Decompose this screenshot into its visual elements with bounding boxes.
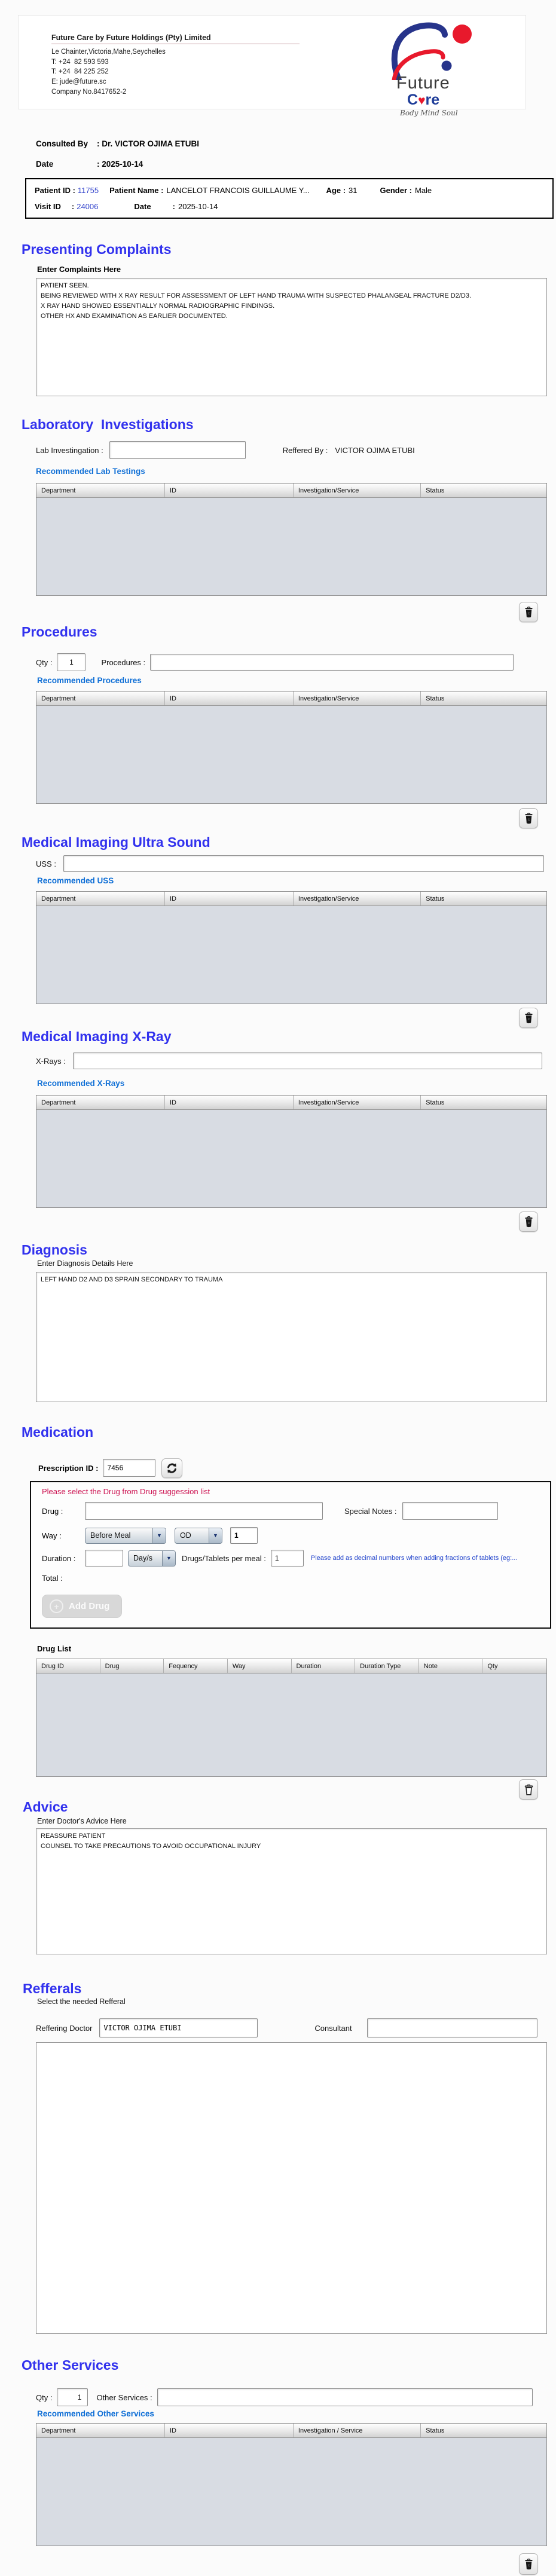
logo-swoosh-icon xyxy=(371,18,485,80)
col-id: ID xyxy=(165,892,294,905)
consulted-by-row xyxy=(36,139,199,148)
date-row xyxy=(36,159,143,169)
other-services-table-body xyxy=(36,2438,546,2546)
chevron-down-icon: ▼ xyxy=(162,1551,175,1566)
col-status: Status xyxy=(426,487,445,494)
gender-value: Male xyxy=(414,186,432,195)
uss-trash-row xyxy=(0,1008,547,1028)
company-phone-2: T: +24 84 225 252 xyxy=(51,68,109,76)
other-services-table-header xyxy=(36,2424,546,2438)
col-note: Note xyxy=(419,1659,483,1673)
drug-list-trash-row xyxy=(0,1779,547,1800)
xray-label: X-Rays : xyxy=(36,1056,66,1066)
xray-table xyxy=(36,1095,547,1208)
col-investigation-service: Investigation/Service xyxy=(294,1096,421,1109)
section-title-advice: Advice xyxy=(23,1799,68,1815)
trash-icon xyxy=(523,605,535,619)
total-row xyxy=(42,1574,550,1583)
xray-input-row xyxy=(36,1053,542,1069)
consulted-by-value: : Dr. VICTOR OJIMA ETUBI xyxy=(97,139,200,148)
referrals-subtitle: Select the needed Refferal xyxy=(37,1997,126,2006)
recommended-uss-link[interactable]: Recommended USS xyxy=(37,876,114,885)
drug-row xyxy=(42,1502,550,1520)
add-drug-button[interactable] xyxy=(42,1595,122,1618)
lab-table xyxy=(36,483,547,596)
visit-date-value: 2025-10-14 xyxy=(178,202,218,211)
referring-doctor-input[interactable] xyxy=(99,2018,258,2037)
col-qty: Qty xyxy=(487,1662,498,1670)
procedures-table-body xyxy=(36,706,546,803)
col-frequency: Fequency xyxy=(164,1659,228,1673)
col-id: ID xyxy=(165,692,294,705)
chevron-down-icon: ▼ xyxy=(152,1528,166,1543)
col-id: ID xyxy=(165,2424,294,2437)
date-value: : 2025-10-14 xyxy=(97,159,143,169)
company-info xyxy=(51,33,300,97)
patient-row-2 xyxy=(35,202,544,211)
per-meal-label: Drugs/Tablets per meal : xyxy=(182,1553,266,1563)
special-notes-label: Special Notes : xyxy=(344,1506,397,1516)
col-id: ID xyxy=(165,484,294,497)
other-services-input-row xyxy=(36,2388,533,2407)
gender-label: Gender : xyxy=(380,186,412,195)
company-email: E: jude@future.sc xyxy=(51,78,106,86)
special-notes-input[interactable] xyxy=(402,1502,498,1520)
per-meal-input[interactable] xyxy=(271,1550,304,1567)
age-label: Age : xyxy=(326,186,346,195)
referred-by-value: VICTOR OJIMA ETUBI xyxy=(335,445,415,455)
drug-list-table xyxy=(36,1659,547,1777)
procedures-delete-button[interactable] xyxy=(519,808,538,828)
diagnosis-label: Enter Diagnosis Details Here xyxy=(37,1259,133,1268)
way-row xyxy=(42,1527,550,1544)
drug-list-table-header xyxy=(36,1659,546,1674)
lab-investigation-label: Lab Investingation : xyxy=(36,445,103,455)
col-department: Department xyxy=(36,2424,165,2437)
referring-doctor-row xyxy=(36,2018,537,2037)
prescription-row xyxy=(38,1458,182,1477)
logo-word-future: Future xyxy=(396,74,450,93)
complaints-textarea[interactable] xyxy=(36,278,547,396)
col-status: Status xyxy=(426,695,445,702)
way-label: Way : xyxy=(42,1531,62,1540)
visit-date-label: Date : xyxy=(134,202,175,211)
add-drug-label: Add Drug xyxy=(69,1601,110,1611)
drug-entry-box xyxy=(30,1481,551,1629)
company-number: Company No.8417652-2 xyxy=(51,88,127,96)
duration-label: Duration : xyxy=(42,1553,76,1563)
prescription-id-input[interactable] xyxy=(103,1459,155,1477)
col-department: Department xyxy=(36,692,165,705)
frequency-select-value: OD xyxy=(180,1531,191,1540)
meal-select[interactable] xyxy=(85,1528,166,1544)
add-drug-row xyxy=(42,1595,550,1618)
duration-input[interactable] xyxy=(85,1550,123,1567)
col-id: ID xyxy=(165,1096,294,1109)
lab-delete-button[interactable] xyxy=(519,602,538,622)
patient-name-value: LANCELOT FRANCOIS GUILLAUME Y... xyxy=(166,186,310,195)
refresh-prescription-button[interactable] xyxy=(161,1458,182,1478)
col-department: Department xyxy=(36,484,165,497)
col-duration-type: Duration Type xyxy=(355,1659,419,1673)
plus-icon: + xyxy=(50,1599,63,1613)
other-qty-input[interactable] xyxy=(57,2388,88,2406)
lab-investigation-row xyxy=(36,441,415,459)
recommended-other-services-link[interactable]: Recommended Other Services xyxy=(37,2409,154,2418)
section-title-procedures: Procedures xyxy=(22,624,97,640)
lab-table-header xyxy=(36,484,546,498)
drug-input[interactable] xyxy=(85,1502,323,1520)
procedures-input[interactable] xyxy=(150,654,514,671)
future-care-logo xyxy=(371,18,485,117)
section-title-referrals: Refferals xyxy=(23,1981,82,1996)
col-status: Status xyxy=(426,2427,445,2434)
trash-icon xyxy=(523,1215,535,1229)
lab-trash-row xyxy=(0,602,547,622)
section-title-presenting-complaints: Presenting Complaints xyxy=(22,241,172,257)
referred-by-label: Reffered By : xyxy=(282,445,328,455)
advice-label: Enter Doctor's Advice Here xyxy=(37,1817,127,1825)
logo-word-care: C♥re xyxy=(407,91,440,108)
drug-suggestion-note: Please select the Drug from Drug suggession list xyxy=(42,1487,210,1496)
xray-table-header xyxy=(36,1096,546,1110)
uss-input-row xyxy=(36,855,544,872)
company-address: Le Chainter,Victoria,Mahe,Seychelles xyxy=(51,48,166,56)
procedures-table xyxy=(36,691,547,804)
other-services-delete-button[interactable] xyxy=(519,2553,538,2575)
section-title-xray: Medical Imaging X-Ray xyxy=(22,1029,172,1044)
uss-input[interactable] xyxy=(63,855,544,872)
patient-id-label: Patient ID : xyxy=(35,186,75,195)
col-duration: Duration xyxy=(292,1659,356,1673)
col-status: Status xyxy=(426,895,445,902)
drug-list-delete-button[interactable] xyxy=(519,1779,538,1800)
procedures-qty-label: Qty : xyxy=(36,657,53,667)
col-investigation-service: Investigation/Service xyxy=(294,892,421,905)
other-services-trash-row xyxy=(0,2553,547,2575)
other-services-label: Other Services : xyxy=(96,2393,152,2402)
complaints-label: Enter Complaints Here xyxy=(37,265,121,274)
uss-table-body xyxy=(36,906,546,1004)
way-qty-input[interactable] xyxy=(230,1527,258,1544)
prescription-id-label: Prescription ID : xyxy=(38,1463,99,1473)
trash-icon xyxy=(523,1783,535,1797)
drug-list-label: Drug List xyxy=(37,1644,72,1653)
patient-id-value: 11755 xyxy=(77,186,99,195)
drug-label: Drug : xyxy=(42,1506,63,1516)
xray-trash-row xyxy=(0,1211,547,1232)
trash-icon xyxy=(523,2557,535,2571)
xray-delete-button[interactable] xyxy=(519,1211,538,1232)
meal-select-value: Before Meal xyxy=(90,1531,131,1540)
recommended-xrays-link[interactable]: Recommended X-Rays xyxy=(37,1079,125,1088)
duration-unit-value: Day/s xyxy=(133,1554,152,1562)
trash-icon xyxy=(523,812,535,825)
duration-unit-select[interactable] xyxy=(128,1550,176,1567)
col-investigation-service: Investigation/Service xyxy=(294,484,421,497)
letterhead xyxy=(18,15,526,118)
uss-delete-button[interactable] xyxy=(519,1008,538,1028)
xray-table-body xyxy=(36,1110,546,1207)
patient-summary-box xyxy=(25,178,554,219)
total-label: Total : xyxy=(42,1574,63,1583)
xray-input[interactable] xyxy=(73,1053,542,1069)
section-title-ultrasound: Medical Imaging Ultra Sound xyxy=(22,834,210,850)
uss-table xyxy=(36,891,547,1004)
uss-table-header xyxy=(36,892,546,906)
section-title-diagnosis: Diagnosis xyxy=(22,1242,87,1258)
col-department: Department xyxy=(36,892,165,905)
other-services-table xyxy=(36,2423,547,2546)
other-services-input[interactable] xyxy=(157,2388,533,2406)
drug-list-table-body xyxy=(36,1674,546,1776)
consultant-label: Consultant xyxy=(314,2023,352,2033)
age-value: 31 xyxy=(349,186,358,195)
company-phone-1: T: +24 82 593 593 xyxy=(51,58,109,66)
recommended-procedures-link[interactable]: Recommended Procedures xyxy=(37,676,142,685)
col-way: Way xyxy=(228,1659,292,1673)
col-investigation-service: Investigation / Service xyxy=(294,2424,421,2437)
section-title-other-services: Other Services xyxy=(22,2357,119,2373)
uss-label: USS : xyxy=(36,859,56,868)
lab-table-body xyxy=(36,498,546,595)
procedures-qty-input[interactable] xyxy=(57,653,85,671)
other-qty-label: Qty : xyxy=(36,2393,53,2402)
col-status: Status xyxy=(426,1099,445,1106)
patient-row-1 xyxy=(35,186,544,195)
duration-row xyxy=(42,1550,550,1567)
referral-list-box xyxy=(36,2042,547,2334)
trash-icon xyxy=(523,1011,535,1025)
recommended-lab-testings-link[interactable]: Recommended Lab Testings xyxy=(36,467,145,476)
col-department: Department xyxy=(36,1096,165,1109)
procedures-input-row xyxy=(36,653,514,671)
col-drug: Drug xyxy=(100,1659,164,1673)
diagnosis-textarea[interactable] xyxy=(36,1272,547,1402)
date-label: Date xyxy=(36,159,54,169)
consulted-by-label: Consulted By xyxy=(36,139,88,148)
consultant-input[interactable] xyxy=(367,2018,537,2037)
section-title-laboratory: Laboratory Investigations xyxy=(22,417,194,432)
section-title-medication: Medication xyxy=(22,1424,94,1440)
company-name: Future Care by Future Holdings (Pty) Limited xyxy=(51,33,211,42)
visit-id-value: 24006 xyxy=(77,202,99,211)
procedures-table-header xyxy=(36,692,546,706)
procedures-label: Procedures : xyxy=(101,657,146,667)
col-drug-id: Drug ID xyxy=(36,1659,100,1673)
heart-icon: ♥ xyxy=(418,94,426,108)
advice-textarea[interactable] xyxy=(36,1828,547,1954)
fraction-note: Please add as decimal numbers when adding fractions of tablets (eg:... xyxy=(310,1555,518,1562)
procedures-trash-row xyxy=(0,808,547,828)
refresh-icon xyxy=(166,1461,178,1475)
lab-investigation-input[interactable] xyxy=(109,441,246,459)
frequency-select[interactable] xyxy=(175,1528,222,1544)
visit-id-label: Visit ID : xyxy=(35,202,75,211)
logo-tagline: Body Mind Soul xyxy=(400,109,458,118)
col-investigation-service: Investigation/Service xyxy=(294,692,421,705)
chevron-down-icon: ▼ xyxy=(209,1528,222,1543)
referring-doctor-label: Reffering Doctor xyxy=(36,2023,93,2033)
patient-name-label: Patient Name : xyxy=(109,186,164,195)
